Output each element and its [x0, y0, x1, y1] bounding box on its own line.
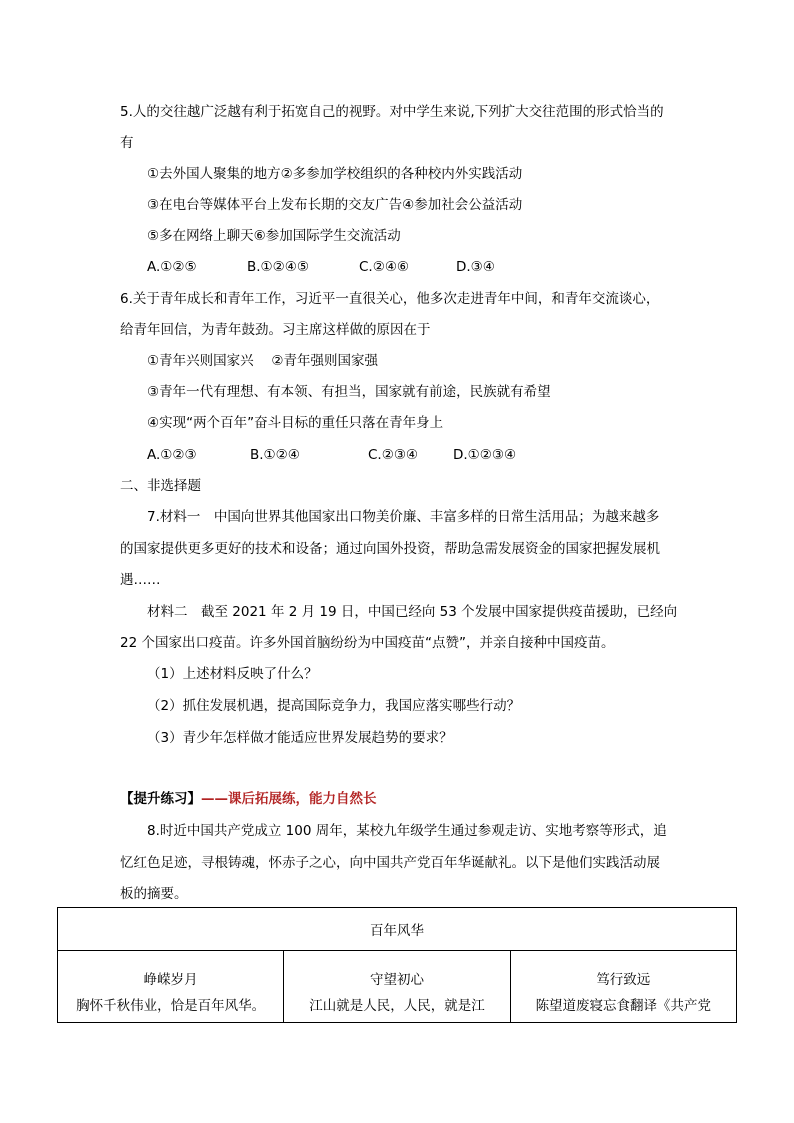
column-1-body: 胸怀千秋伟业，恰是百年风华。 — [76, 998, 266, 1014]
q6-option-line3: ④实现“两个百年”奋斗目标的重任只落在青年身上 — [147, 415, 444, 431]
q6-choices — [147, 446, 516, 464]
q6-option-line1: ①青年兴则国家兴 ②青年强则国家强 — [147, 353, 378, 369]
practice-slogan: ——课后拓展练，能力自然长 — [201, 791, 377, 807]
q5-option-line1: ①去外国人聚集的地方②多参加学校组织的各种校内外实践活动 — [147, 166, 523, 182]
q5-stem-line2: 有 — [120, 135, 134, 151]
section-heading: 二、非选择题 — [120, 478, 201, 494]
column-3-head: 笃行致远 — [596, 972, 651, 988]
practice-bracket: 【提升练习】 — [120, 791, 201, 807]
q7-material2-line2: 22 个国家出口疫苗。许多外国首脑纷纷为中国疫苗“点赞”，并亲自接种中国疫苗。 — [120, 635, 615, 651]
q6-stem-line2: 给青年回信，为青年鼓劲。习主席这样做的原因在于 — [120, 322, 431, 338]
q5-option-line2: ③在电台等媒体平台上发布长期的交友广告④参加社会公益活动 — [147, 197, 523, 213]
q6-option-line2: ③青年一代有理想、有本领、有担当，国家就有前途，民族就有希望 — [147, 384, 551, 400]
q5-choice-d: D.③④ — [456, 259, 495, 275]
column-2-body: 江山就是人民，人民，就是江 — [309, 998, 485, 1014]
table-column-1 — [58, 950, 284, 1022]
practice-heading — [120, 790, 377, 808]
q7-material1-line3: 遇…… — [120, 572, 161, 588]
q6-choice-c: C.②③④ — [368, 447, 419, 463]
q7-material2-line1: 材料二 截至 2021 年 2 月 19 日，中国已经向 53 个发展中国家提供疫苗援助，已经向 — [147, 604, 678, 620]
q7-subquestion-3: （3）青少年怎样做才能适应世界发展趋势的要求？ — [147, 730, 453, 746]
column-1-head: 峥嵘岁月 — [143, 972, 198, 988]
q7-subquestion-2: （2）抓住发展机遇，提高国际竞争力，我国应落实哪些行动？ — [147, 698, 521, 714]
table-title: 百年风华 — [58, 908, 736, 951]
q6-stem-line1: 6.关于青年成长和青年工作，习近平一直很关心，他多次走进青年中间，和青年交流谈心， — [120, 291, 660, 307]
q5-option-line3: ⑤多在网络上聊天⑥参加国际学生交流活动 — [147, 228, 401, 244]
column-2-head: 守望初心 — [369, 972, 424, 988]
table-column-2 — [284, 950, 510, 1022]
q5-choice-b: B.①②④⑤ — [247, 259, 309, 275]
q5-choice-c: C.②④⑥ — [359, 259, 410, 275]
q7-material1-line2: 的国家提供更多更好的技术和设备；通过向国外投资，帮助急需发展资金的国家把握发展机 — [120, 541, 660, 557]
q6-choice-d: D.①②③④ — [453, 447, 517, 463]
q5-stem-line1: 5.人的交往越广泛越有利于拓宽自己的视野。对中学生来说,下列扩大交往范围的形式恰当的 — [120, 104, 664, 120]
exhibit-table — [57, 907, 737, 1023]
table-column-3 — [511, 950, 736, 1022]
q7-subquestion-1: （1）上述材料反映了什么？ — [147, 666, 318, 682]
q6-choice-b: B.①②④ — [250, 447, 300, 463]
table-columns — [58, 950, 736, 1022]
q8-line3: 板的摘要。 — [120, 886, 188, 902]
q8-line2: 忆红色足迹，寻根铸魂，怀赤子之心，向中国共产党百年华诞献礼。以下是他们实践活动展 — [120, 855, 660, 871]
q8-line1: 8.时近中国共产党成立 100 周年，某校九年级学生通过参观走访、实地考察等形式，追 — [147, 823, 667, 839]
q6-choice-a: A.①②③ — [147, 447, 197, 463]
column-3-body: 陈望道废寝忘食翻译《共产党 — [535, 998, 712, 1014]
q7-material1-line1: 7.材料一 中国向世界其他国家出口物美价廉、丰富多样的日常生活用品；为越来越多 — [147, 509, 660, 525]
q5-choices — [147, 258, 495, 276]
q5-choice-a: A.①②⑤ — [147, 259, 197, 275]
